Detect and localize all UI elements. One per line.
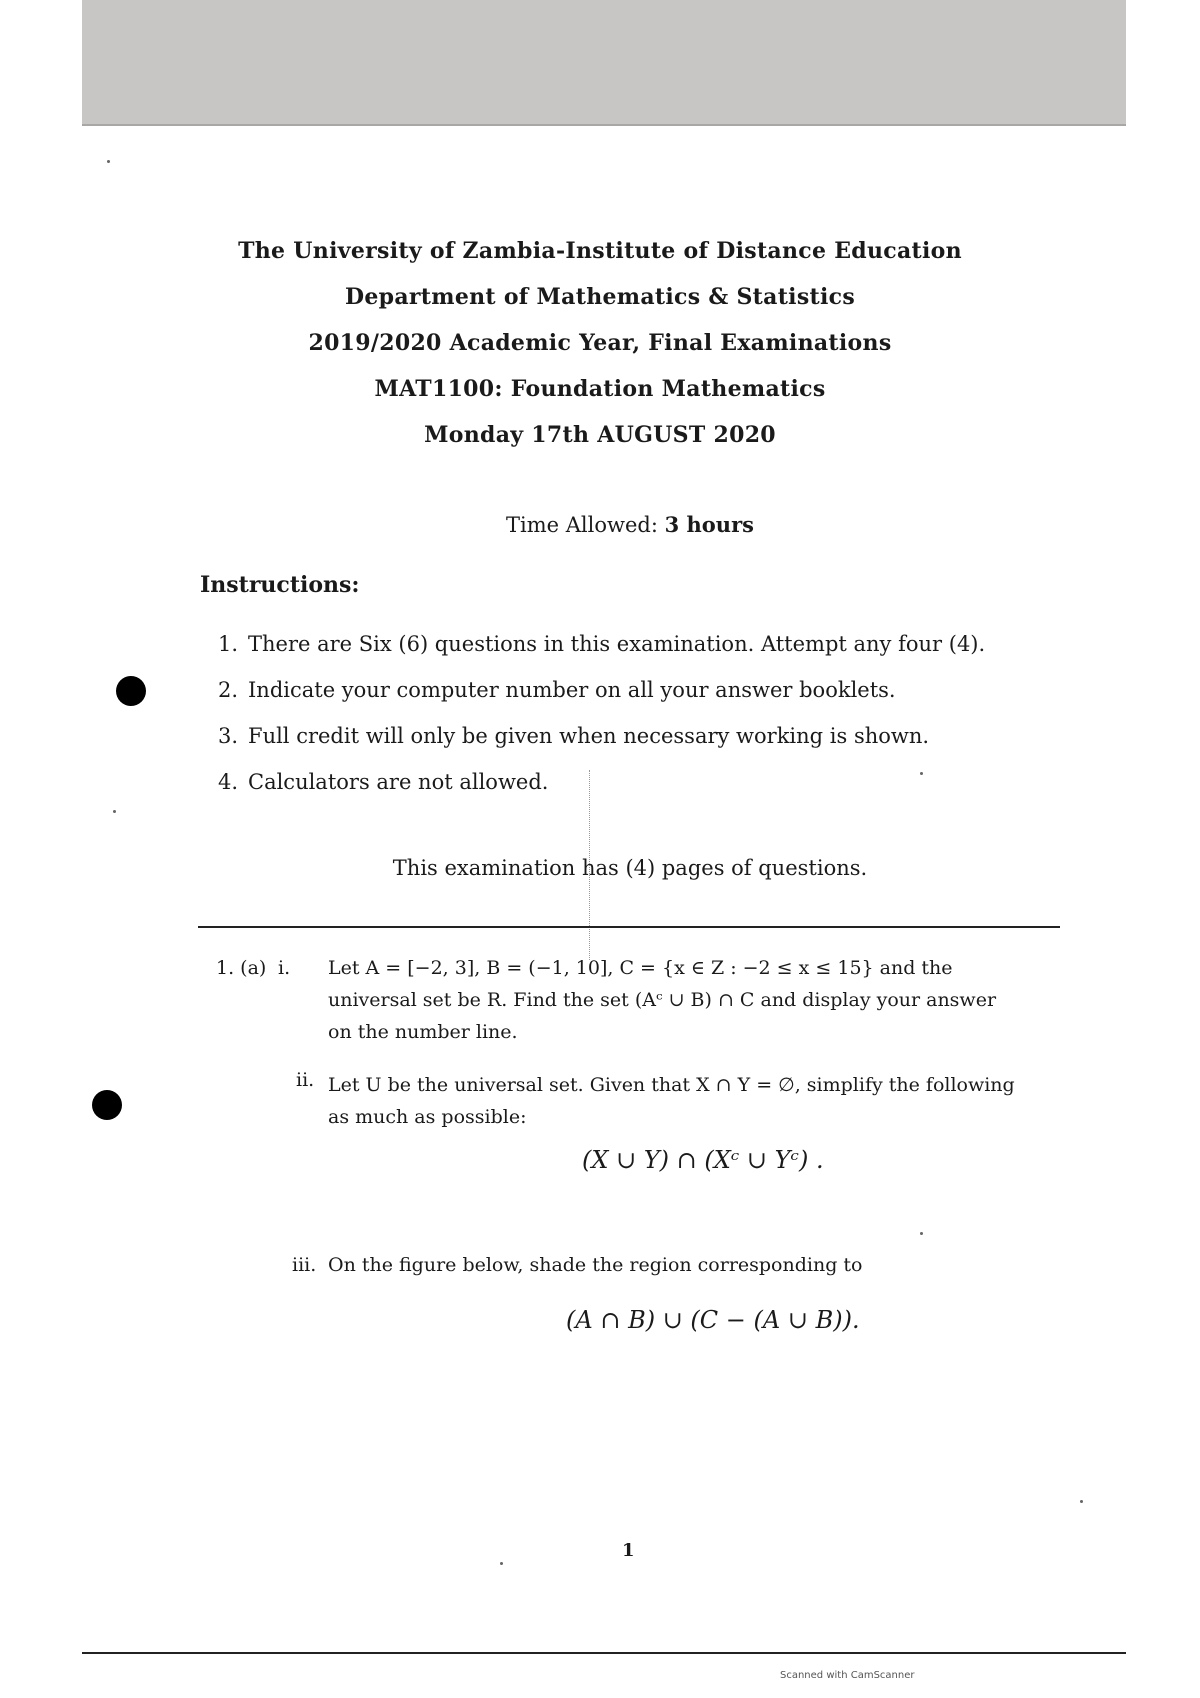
instruction-item [218, 770, 985, 794]
punch-hole [116, 676, 146, 706]
instruction-item [218, 678, 985, 702]
question-1a-iii-text: On the figure below, shade the region corresponding to [328, 1254, 863, 1276]
part-i-label: i. [278, 957, 291, 979]
department-name: Department of Mathematics & Statistics [344, 284, 856, 310]
scan-header-bar [82, 0, 1126, 126]
scan-speck [107, 160, 110, 163]
question-1a-ii-text [328, 1069, 1058, 1133]
instruction-item [218, 724, 985, 748]
course-title: MAT1100: Foundation Mathematics [374, 376, 826, 402]
scanner-watermark: Scanned with CamScanner [780, 1670, 915, 1681]
instruction-text: Indicate your computer number on all your answer booklets. [248, 678, 896, 702]
instruction-item [218, 632, 985, 656]
exam-header [0, 238, 1200, 468]
footer-rule [82, 1652, 1126, 1654]
set-formula: (A ∩ B) ∪ (C − (A ∪ B)). [566, 1306, 860, 1334]
scan-speck [113, 810, 116, 813]
question-line: on the number line. [328, 1021, 518, 1043]
page-number: 1 [622, 1540, 635, 1561]
part-iii-label: iii. [292, 1254, 317, 1276]
time-value: 3 hours [664, 512, 754, 537]
instruction-text: Full credit will only be given when necessary working is shown. [248, 724, 930, 748]
scan-artifact-line [589, 770, 590, 960]
exam-date: Monday 17th AUGUST 2020 [424, 422, 776, 448]
instructions-title: Instructions: [200, 572, 360, 598]
scan-speck [920, 1232, 923, 1235]
instruction-text: Calculators are not allowed. [248, 770, 549, 794]
question-1a-i-text [328, 952, 1058, 1048]
scan-speck [1080, 1500, 1083, 1503]
scan-speck [500, 1562, 503, 1565]
instruction-text: There are Six (6) questions in this examination. Attempt any four (4). [248, 632, 986, 656]
time-label: Time Allowed: [506, 513, 665, 537]
section-divider [198, 926, 1060, 928]
instruction-number: 3. [218, 724, 239, 748]
pages-note: This examination has (4) pages of questions. [392, 856, 868, 880]
part-ii-label: ii. [296, 1069, 315, 1091]
question-line: Let A = [−2, 3], B = (−1, 10], C = {x ∈ Z : −2 ≤ x ≤ 15} and the [328, 957, 953, 979]
question-1-label: 1. (a) i. [216, 952, 308, 984]
question-line: universal set be R. Find the set (Aᶜ ∪ B) ∩ C and display your answer [328, 989, 997, 1011]
time-allowed [0, 512, 1200, 537]
university-name: The University of Zambia-Institute of Distance Education [238, 238, 962, 264]
set-formula: (X ∪ Y) ∩ (Xᶜ ∪ Yᶜ) . [582, 1146, 824, 1174]
academic-year: 2019/2020 Academic Year, Final Examinations [308, 330, 892, 356]
instruction-number: 4. [218, 770, 239, 794]
question-line: Let U be the universal set. Given that X ∩ Y = ∅, simplify the following [328, 1074, 1015, 1096]
question-line: as much as possible: [328, 1106, 527, 1128]
instruction-number: 1. [218, 632, 239, 656]
instruction-number: 2. [218, 678, 239, 702]
punch-hole [92, 1090, 122, 1120]
instructions-list [218, 632, 985, 816]
